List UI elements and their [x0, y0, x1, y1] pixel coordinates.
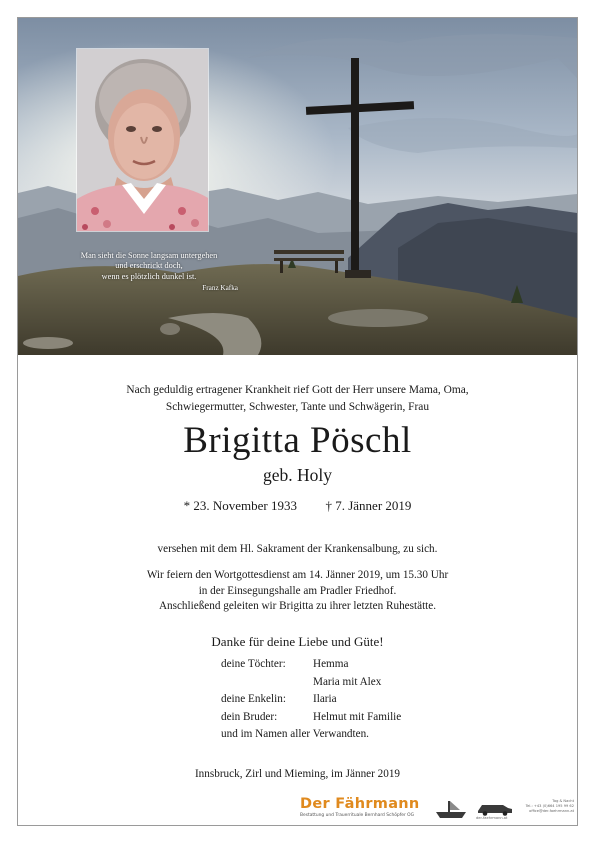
thanks-text: Danke für deine Liebe und Güte!	[211, 634, 384, 649]
quote	[54, 251, 244, 293]
intro-text	[60, 382, 535, 416]
quote-line: wenn es plötzlich dunkel ist.	[101, 271, 197, 281]
birth-date: 23. November 1933	[193, 498, 297, 513]
birth-star-icon: *	[183, 498, 191, 513]
mourner-relation: deine Enkelin:	[221, 693, 286, 705]
mourner-relation: dein Bruder:	[221, 710, 278, 723]
funeral-home-logo	[300, 796, 575, 824]
intro-line: Nach geduldig ertragener Krankheit rief Gott der Herr unsere Mama, Oma,	[126, 384, 469, 396]
mourner-names: Maria mit Alex	[313, 675, 382, 688]
death-date: 7. Jänner 2019	[335, 498, 412, 513]
place-date: Innsbruck, Zirl und Mieming, im Jänner 2019	[194, 768, 401, 780]
quote-author: Franz Kafka	[202, 283, 238, 292]
contact-line: Tag & Nacht	[552, 799, 574, 803]
contact-line: Tel.: +43 (0)664 195 99 62	[525, 803, 574, 808]
life-dates	[60, 497, 535, 515]
mourner-names: Ilaria	[313, 693, 337, 705]
brand-subtitle: Bestattung und Trauerrituale Bernhard Schöpfer OG	[300, 813, 415, 818]
mourner-names: Helmut mit Familie	[313, 710, 402, 723]
mourners-list	[221, 656, 481, 744]
contact-line: office@der-faehrmann.at	[529, 808, 574, 813]
death-cross-icon: †	[325, 498, 332, 513]
header-photo	[18, 18, 577, 355]
quote-line: und erschrickt doch,	[115, 261, 183, 271]
mourner-row	[221, 674, 481, 692]
quote-line: Man sieht die Sonne langsam untergehen	[80, 251, 218, 260]
hearse-icon	[477, 802, 513, 816]
contact-info	[514, 799, 574, 813]
mourner-row	[221, 691, 481, 709]
service-line: Anschließend geleiten wir Brigitta zu ihrer letzten Ruhestätte.	[158, 600, 437, 612]
deceased-name: Brigitta Pöschl	[183, 420, 412, 461]
mourner-row	[221, 656, 481, 674]
boat-icon	[434, 798, 468, 820]
mourner-row	[221, 709, 481, 727]
portrait-photo	[76, 48, 209, 232]
brand-name: Der Fährmann	[300, 796, 420, 812]
intro-line: Schwiegermutter, Schwester, Tante und Schwägerin, Frau	[165, 401, 430, 413]
portrait-image	[77, 49, 209, 232]
mourner-relation	[221, 674, 313, 692]
maiden-name: geb. Holy	[262, 465, 333, 485]
service-line: Wir feiern den Wortgottesdienst am 14. Jänner 2019, um 15.30 Uhr	[146, 569, 449, 581]
mourner-final: und im Namen aller Verwandten.	[221, 728, 369, 740]
service-info	[60, 568, 535, 615]
service-line: in der Einsegungshalle am Pradler Friedhof.	[198, 584, 397, 597]
mourner-relation: deine Töchter:	[221, 658, 286, 670]
sacrament-text: versehen mit dem Hl. Sakrament der Krankensalbung, zu sich.	[157, 543, 438, 555]
hearse-web: der-faehrmann.at	[476, 816, 508, 820]
mourner-names: Hemma	[313, 658, 349, 670]
